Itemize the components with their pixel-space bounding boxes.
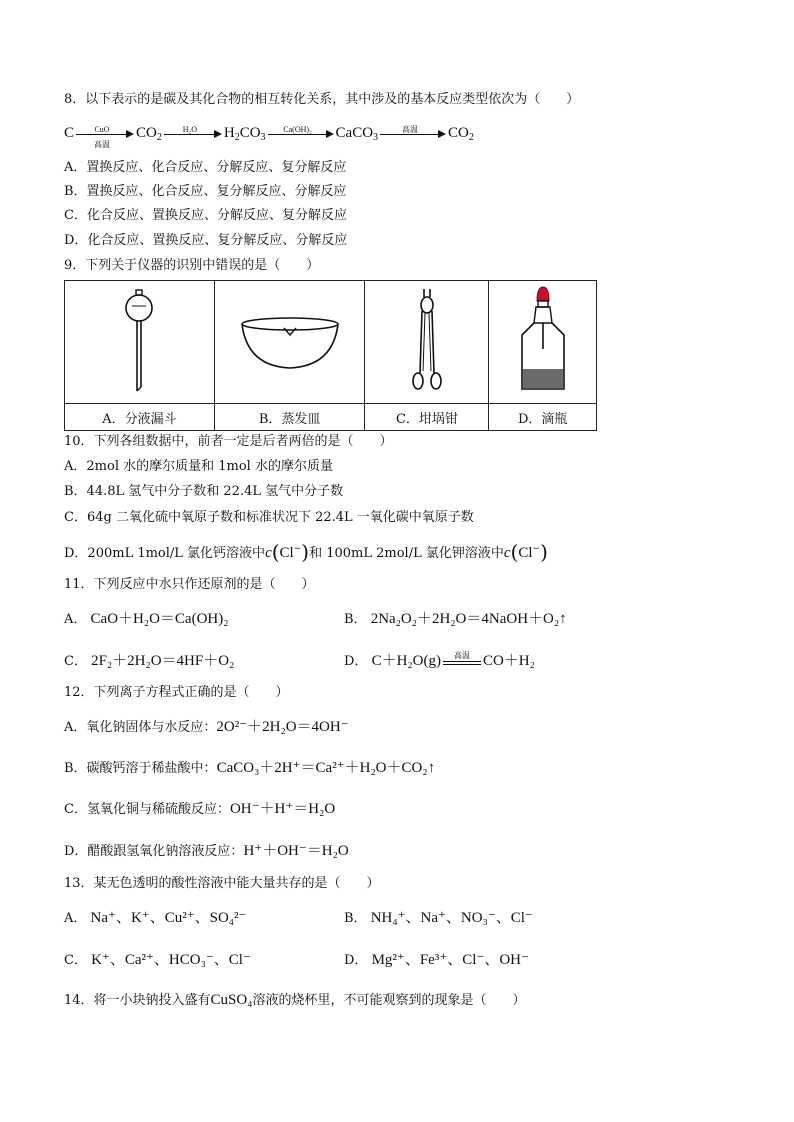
crucible-tongs-cell	[365, 281, 489, 404]
instrument-label-b[interactable]: B．蒸发皿	[214, 404, 365, 431]
q10-option-b[interactable]: B．44.8L 氢气中分子数和 22.4L 氢气中分子数	[64, 484, 344, 499]
q11-option-b[interactable]: B． 2Na₂O₂＋2H₂O＝4NaOH＋O₂↑	[344, 611, 567, 627]
q12-option-c[interactable]: C．氢氧化铜与稀硫酸反应：OH⁻＋H⁺＝H₂O	[64, 801, 336, 817]
q13-option-a[interactable]: A． Na⁺、K⁺、Cu²⁺、SO₄²⁻	[64, 910, 247, 926]
q13-option-d[interactable]: D． Mg²⁺、Fe³⁺、Cl⁻、OH⁻	[344, 952, 529, 968]
evaporating-dish-cell	[214, 281, 365, 404]
evaporating-dish-icon	[235, 300, 345, 380]
q11-option-c[interactable]: C． 2F₂＋2H₂O＝4HF＋O₂	[64, 653, 235, 669]
q8-option-a[interactable]: A．置换反应、化合反应、分解反应、复分解反应	[64, 160, 347, 175]
q8-option-c[interactable]: C．化合反应、置换反应、分解反应、复分解反应	[64, 208, 347, 223]
q12-option-d[interactable]: D．醋酸跟氢氧化钠溶液反应：H⁺＋OH⁻＝H₂O	[64, 843, 349, 859]
crucible-tongs-icon	[402, 283, 452, 398]
q8-option-b[interactable]: B．置换反应、化合反应、复分解反应、分解反应	[64, 184, 347, 199]
q14-stem: 14．将一小块钠投入盛有CuSO₄溶液的烧杯里，不可能观察到的现象是（ ）	[64, 992, 526, 1008]
q12-option-a[interactable]: A．氧化钠固体与水反应：2O²⁻＋2H₂O＝4OH⁻	[64, 719, 349, 735]
instrument-label-d[interactable]: D．滴瓶	[489, 404, 597, 431]
q13-option-b[interactable]: B． NH₄⁺、Na⁺、NO₃⁻、Cl⁻	[344, 910, 533, 926]
q11-stem: 11．下列反应中水只作还原剂的是（ ）	[64, 577, 315, 592]
q13-stem: 13．某无色透明的酸性溶液中能大量共存的是（ ）	[64, 876, 380, 891]
dropper-bottle-cell	[489, 281, 597, 404]
instrument-label-a[interactable]: A．分液漏斗	[65, 404, 215, 431]
q8-reaction-chain: C CuO 高温 $CO_2$ H₂O $H_2CO_3$ Ca(OH)₂ CaCO$_3$ 高温 $CO_2$	[64, 124, 474, 149]
arrow-3: Ca(OH)₂	[268, 125, 334, 143]
separatory-funnel-icon	[109, 283, 169, 398]
q8-option-d[interactable]: D．化合反应、置换反应、复分解反应、分解反应	[64, 233, 348, 248]
q10-option-c[interactable]: C．64g 二氧化硫中氧原子数和标准状况下 22.4L 一氧化碳中氧原子数	[64, 510, 474, 525]
q12-stem: 12．下列离子方程式正确的是（ ）	[64, 685, 289, 700]
arrow-1: CuO 高温	[76, 125, 134, 143]
instrument-table	[64, 280, 597, 431]
arrow-4: 高温	[380, 125, 446, 143]
arrow-2: H₂O	[164, 125, 222, 143]
dropper-bottle-icon	[508, 283, 578, 398]
q13-option-c[interactable]: C． K⁺、Ca²⁺、HCO₃⁻、Cl⁻	[64, 952, 251, 968]
q10-option-a[interactable]: A．2mol 水的摩尔质量和 1mol 水的摩尔质量	[64, 459, 333, 474]
chain-c: C	[64, 125, 75, 141]
q11-option-d[interactable]: D． C＋H₂O(g) 高温 CO＋H₂	[344, 650, 535, 669]
q10-option-d[interactable]: D．200mL 1mol/L 氯化钙溶液中c(Cl−)和 100mL 2mol/L 氯化钾溶液中c(Cl−)	[64, 540, 548, 564]
q10-stem: 10．下列各组数据中，前者一定是后者两倍的是（ ）	[64, 434, 393, 449]
separatory-funnel-cell	[65, 281, 215, 404]
instrument-label-c[interactable]: C．坩埚钳	[365, 404, 489, 431]
high-temp-equals: 高温	[441, 653, 483, 671]
q9-stem: 9．下列关于仪器的识别中错误的是（ ）	[64, 258, 320, 273]
q8-stem: 8．以下表示的是碳及其化合物的相互转化关系，其中涉及的基本反应类型依次为（ ）	[64, 92, 580, 107]
q12-option-b[interactable]: B．碳酸钙溶于稀盐酸中：CaCO₃＋2H⁺＝Ca²⁺＋H₂O＋CO₂↑	[64, 760, 436, 776]
q11-option-a[interactable]: A． CaO＋H₂O＝Ca(OH)₂	[64, 611, 229, 627]
